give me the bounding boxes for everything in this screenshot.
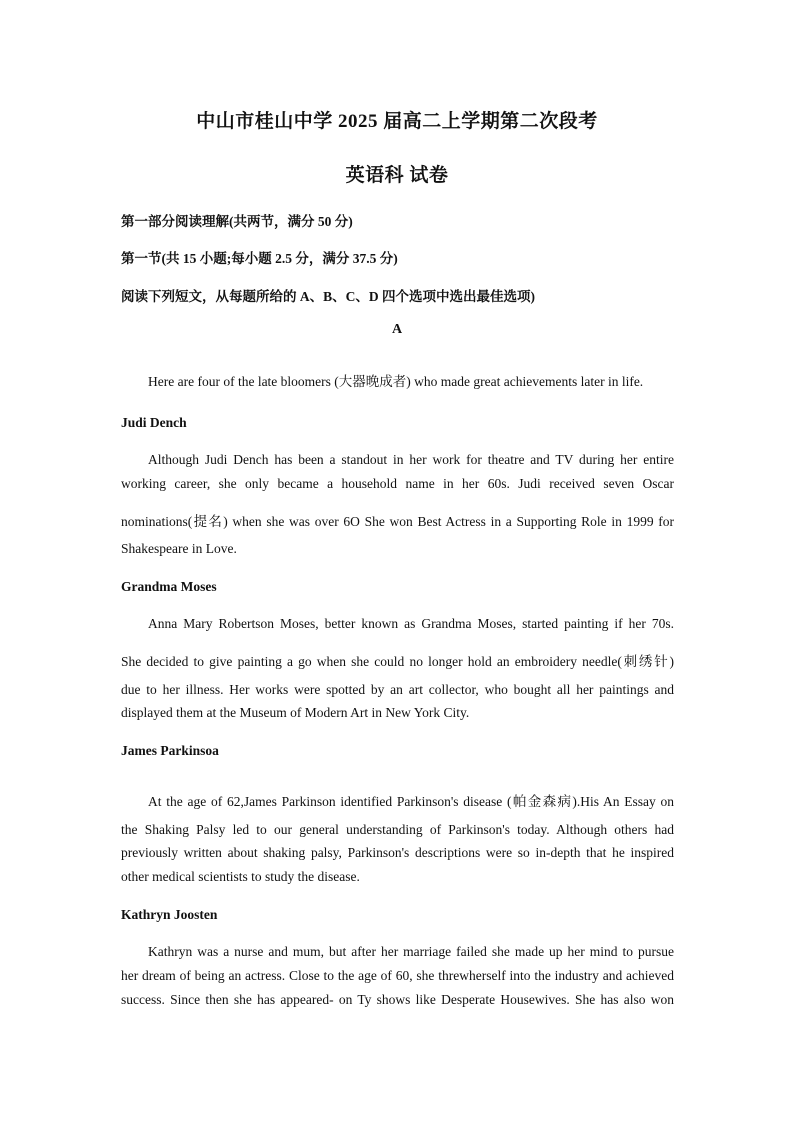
part-heading: 第一部分阅读理解(共两节，满分 50 分)	[121, 214, 353, 229]
paragraph-line: due to her illness. Her works were spotted by an art collector, who bought all her paintings and	[121, 682, 674, 697]
person-heading: Judi Dench	[121, 415, 187, 430]
person-heading: James Parkinsoa	[121, 743, 219, 758]
paragraph-line: previously written about shaking palsy, Parkinson's descriptions were so in-depth that he inspired	[121, 845, 674, 860]
passage-letter: A	[391, 322, 403, 337]
paragraph-line: other medical scientists to study the disease.	[121, 869, 360, 884]
person-heading: Grandma Moses	[121, 579, 217, 594]
paragraph-line: nominations(提名) when she was over 6O She won Best Actress in a Supporting Role in 1999 for	[121, 514, 674, 529]
paragraph-line: At the age of 62,James Parkinson identified Parkinson's disease (帕金森病).His An Essay on	[148, 794, 674, 809]
section-heading: 第一节(共 15 小题;每小题 2.5 分，满分 37.5 分)	[121, 251, 398, 266]
exam-subtitle: 英语科 试卷	[345, 165, 449, 186]
paragraph-line: Anna Mary Robertson Moses, better known as Grandma Moses, started painting if her 70s.	[148, 616, 674, 631]
exam-title: 中山市桂山中学 2025 届高二上学期第二次段考	[196, 111, 598, 132]
paragraph-line: She decided to give painting a go when she could no longer hold an embroidery needle(刺绣针)	[121, 654, 674, 669]
paragraph-line: working career, she only became a household name in her 60s. Judi received seven Oscar	[121, 476, 674, 491]
paragraph-line: success. Since then she has appeared- on Ty shows like Desperate Housewives. She has also won	[121, 992, 674, 1007]
paragraph-line: Although Judi Dench has been a standout in her work for theatre and TV during her entire	[148, 452, 674, 467]
paragraph-line: Shakespeare in Love.	[121, 541, 237, 556]
directions: 阅读下列短文，从每题所给的 A、B、C、D 四个选项中选出最佳选项)	[121, 289, 535, 304]
paragraph-line: her dream of being an actress. Close to the age of 60, she threwherself into the industry and achieved	[121, 968, 674, 983]
person-heading: Kathryn Joosten	[121, 907, 218, 922]
passage-intro: Here are four of the late bloomers (大器晚成者) who made great achievements later in life.	[148, 374, 644, 389]
paragraph-line: displayed them at the Museum of Modern Art in New York City.	[121, 705, 470, 720]
paragraph-line: Kathryn was a nurse and mum, but after her marriage failed she made up her mind to pursue	[148, 944, 674, 959]
paragraph-line: the Shaking Palsy led to our general understanding of Parkinson's today. Although others had	[121, 822, 674, 837]
